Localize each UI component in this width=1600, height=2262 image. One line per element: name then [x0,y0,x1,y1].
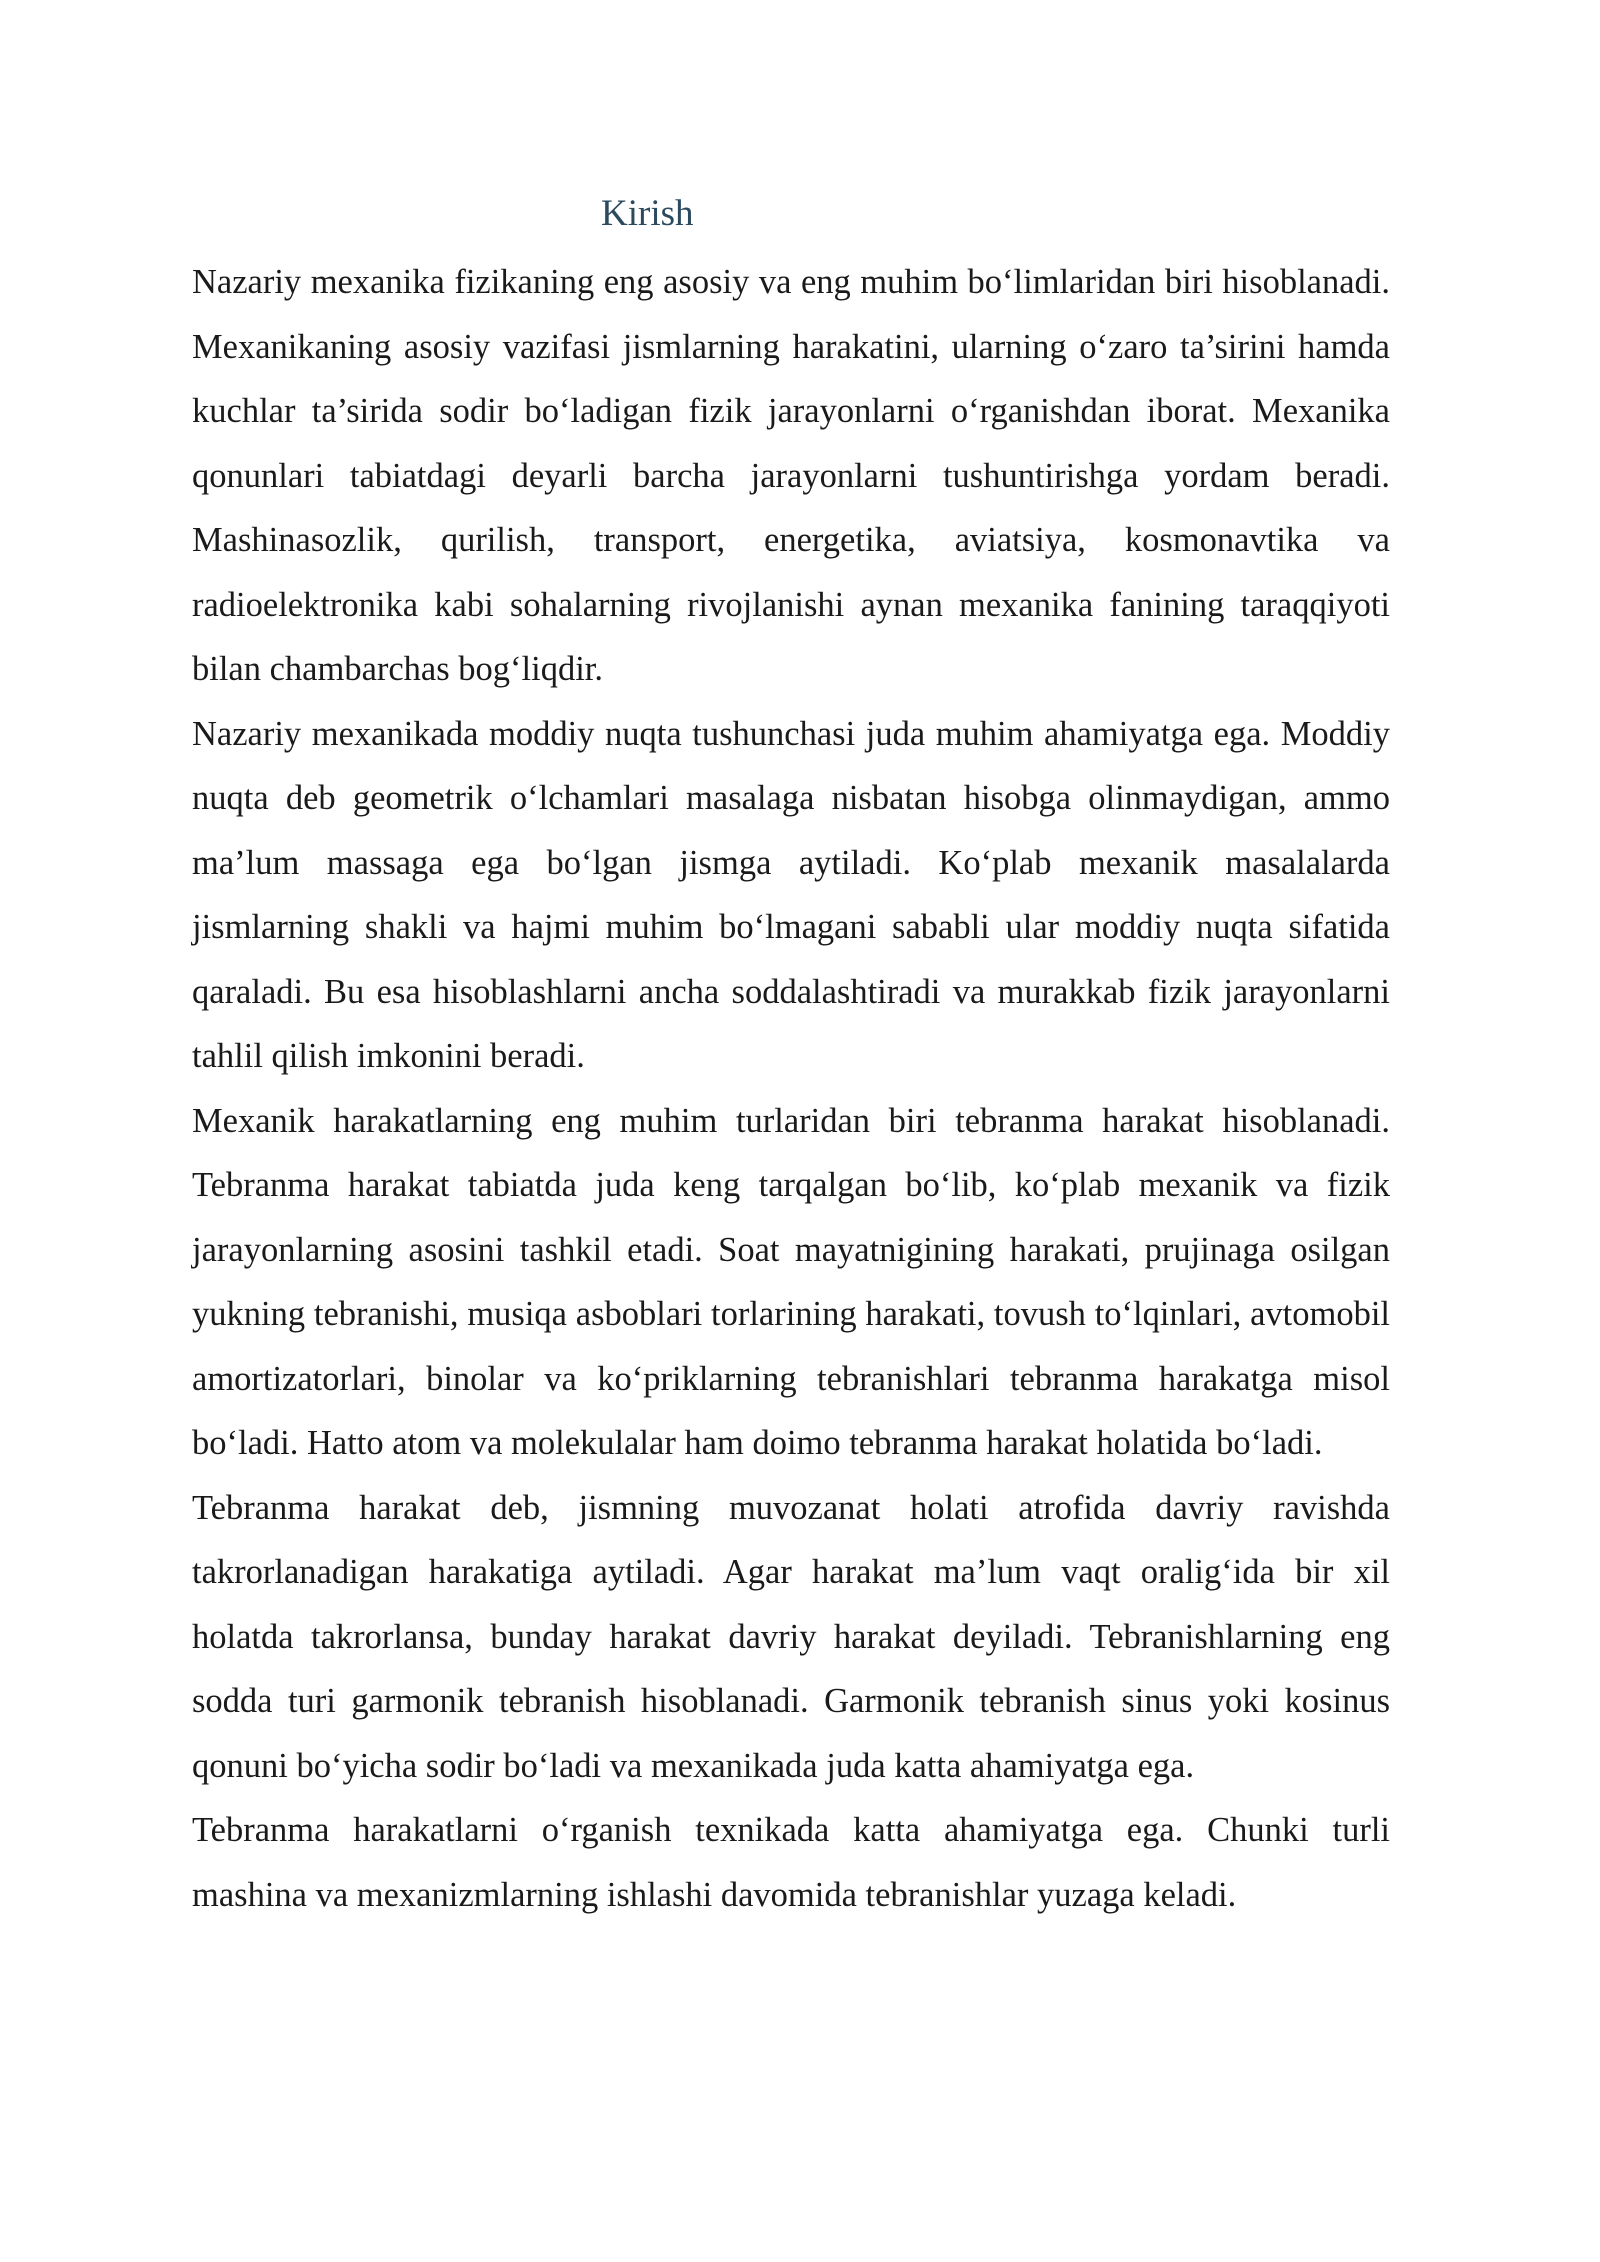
paragraph: Tebranma harakat deb, jismning muvozanat holati atrofida davriy ravishda takrorlanadigan harakatiga aytiladi. Agar harakat ma’lum vaqt oralig‘ida bir xil holatda takrorlansa, bunday harakat davriy harakat deyiladi. Tebranishlarning eng sodda turi garmonik tebranish hisoblanadi. Garmonik tebranish sinus yoki kosinus qonuni bo‘yicha sodir bo‘ladi va mexanikada juda katta ahamiyatga ega. [192,1488,1390,1785]
page-title: Kirish [601,193,694,234]
paragraph: Nazariy mexanikada moddiy nuqta tushunchasi juda muhim ahamiyatga ega. Moddiy nuqta deb geometrik o‘lchamlari masalaga nisbatan hisobga olinmaydigan, ammo ma’lum massaga ega bo‘lgan jismga aytiladi. Ko‘plab mexanik masalalarda jismlarning shakli va hajmi muhim bo‘lmagani sababli ular moddiy nuqta sifatida qaraladi. Bu esa hisoblashlarni ancha soddalashtiradi va murakkab fizik jarayonlarni tahlil qilish imkonini beradi. [192,714,1390,1075]
paragraph: Tebranma harakatlarni o‘rganish texnikada katta ahamiyatga ega. Chunki turli mashina va mexanizmlarning ishlashi davomida tebranishlar yuzaga keladi. [192,1811,1390,1914]
paragraph: Nazariy mexanika fizikaning eng asosiy va eng muhim bo‘limlaridan biri hisoblanadi. Mexanikaning asosiy vazifasi jismlarning harakatini, ularning o‘zaro ta’sirini hamda kuchlar ta’sirida sodir bo‘ladigan fizik jarayonlarni o‘rganishdan iborat. Mexanika qonunlari tabiatdagi deyarli barcha jarayonlarni tushuntirishga yordam beradi. Mashinasozlik, qurilish, transport, energetika, aviatsiya, kosmonavtika va radioelektronika kabi sohalarning rivojlanishi aynan mexanika fanining taraqqiyoti bilan chambarchas bog‘liqdir. [192,263,1390,688]
document-body [192,250,1390,1927]
paragraph: Mexanik harakatlarning eng muhim turlaridan biri tebranma harakat hisoblanadi. Tebranma harakat tabiatda juda keng tarqalgan bo‘lib, ko‘plab mexanik va fizik jarayonlarning asosini tashkil etadi. Soat mayatnigining harakati, prujinaga osilgan yukning tebranishi, musiqa asboblari torlarining harakati, tovush to‘lqinlari, avtomobil amortizatorlari, binolar va ko‘priklarning tebranishlari tebranma harakatga misol bo‘ladi. Hatto atom va molekulalar ham doimo tebranma harakat holatida bo‘ladi. [192,1101,1390,1462]
